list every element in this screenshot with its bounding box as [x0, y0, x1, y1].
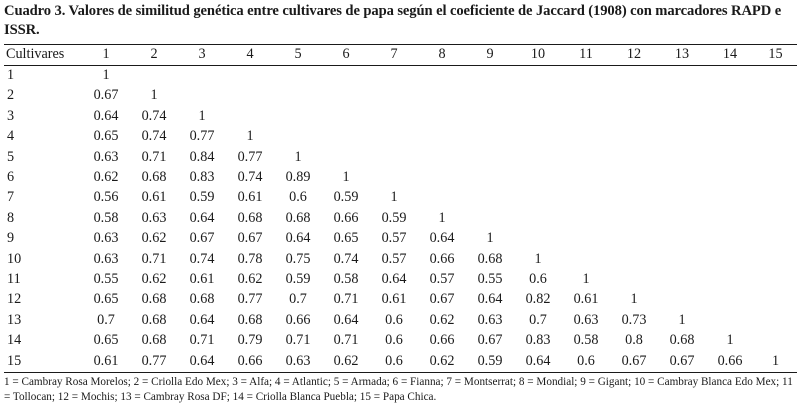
- similarity-value: 1: [582, 271, 590, 288]
- empty-cell: [610, 249, 658, 269]
- row-label: 14: [7, 332, 22, 349]
- empty-cell: [418, 167, 466, 187]
- empty-cell: [322, 106, 370, 126]
- empty-cell: [466, 208, 514, 228]
- empty-cell: [178, 85, 226, 105]
- similarity-value: 0.55: [93, 271, 119, 288]
- similarity-value: 0.66: [237, 352, 263, 369]
- empty-cell: [322, 65, 370, 85]
- empty-cell: [466, 65, 514, 85]
- similarity-value: 0.58: [93, 209, 119, 226]
- row-label: 1: [7, 67, 15, 83]
- similarity-value: 0.75: [285, 250, 311, 267]
- empty-cell: [610, 269, 658, 289]
- row-label: 13: [7, 311, 22, 328]
- similarity-value: 0.7: [289, 291, 307, 308]
- similarity-value: 0.71: [141, 250, 167, 267]
- similarity-value: 0.59: [333, 189, 359, 206]
- similarity-value: 0.77: [237, 291, 263, 308]
- column-header: 11: [579, 46, 593, 62]
- empty-cell: [610, 208, 658, 228]
- empty-cell: [706, 289, 754, 309]
- similarity-value: 0.68: [237, 311, 263, 328]
- empty-cell: [706, 310, 754, 330]
- similarity-value: 0.58: [573, 332, 599, 349]
- similarity-value: 1: [438, 209, 446, 226]
- table-row: [4, 126, 797, 146]
- similarity-value: 0.83: [525, 332, 551, 349]
- similarity-value: 0.62: [141, 230, 167, 247]
- empty-cell: [466, 167, 514, 187]
- similarity-value: 0.57: [381, 250, 407, 267]
- row-label: 7: [7, 189, 15, 206]
- similarity-value: 0.8: [625, 332, 643, 349]
- empty-cell: [130, 65, 178, 85]
- similarity-value: 0.66: [285, 311, 311, 328]
- empty-cell: [754, 289, 797, 309]
- empty-cell: [514, 187, 562, 207]
- similarity-value: 0.57: [381, 230, 407, 247]
- empty-cell: [706, 147, 754, 167]
- empty-cell: [754, 187, 797, 207]
- row-label: 9: [7, 230, 15, 247]
- column-header: 6: [342, 46, 350, 62]
- similarity-value: 0.63: [93, 148, 119, 165]
- similarity-value: 0.67: [429, 291, 455, 308]
- empty-cell: [754, 269, 797, 289]
- similarity-value: 0.83: [189, 169, 215, 186]
- empty-cell: [418, 126, 466, 146]
- similarity-value: 0.68: [141, 311, 167, 328]
- table-row: [4, 106, 797, 126]
- similarity-value: 0.62: [141, 271, 167, 288]
- table-row: [4, 289, 797, 309]
- empty-cell: [706, 208, 754, 228]
- empty-cell: [370, 85, 418, 105]
- empty-cell: [610, 126, 658, 146]
- empty-cell: [658, 106, 706, 126]
- row-label: 15: [7, 352, 22, 369]
- similarity-value: 0.63: [93, 250, 119, 267]
- similarity-value: 0.59: [285, 271, 311, 288]
- similarity-value: 0.71: [285, 332, 311, 349]
- similarity-value: 0.78: [237, 250, 263, 267]
- empty-cell: [610, 147, 658, 167]
- table-row: [4, 167, 797, 187]
- empty-cell: [706, 126, 754, 146]
- column-header: 10: [530, 46, 546, 62]
- empty-cell: [610, 65, 658, 85]
- empty-cell: [754, 330, 797, 350]
- similarity-value: 0.65: [93, 291, 119, 308]
- similarity-value: 0.74: [141, 128, 167, 145]
- empty-cell: [274, 106, 322, 126]
- empty-cell: [706, 85, 754, 105]
- table-row: [4, 330, 797, 350]
- empty-cell: [754, 106, 797, 126]
- empty-cell: [658, 85, 706, 105]
- similarity-value: 0.7: [97, 311, 115, 328]
- table-caption: Cuadro 3. Valores de similitud genética entre cultivares de papa según el coeficiente de Jaccard (1908) con marcadores RAPD e ISSR.: [4, 3, 782, 38]
- similarity-value: 0.77: [237, 148, 263, 165]
- similarity-value: 0.64: [429, 230, 455, 247]
- similarity-value: 0.64: [285, 230, 311, 247]
- similarity-value: 0.89: [285, 169, 311, 186]
- table-row: [4, 208, 797, 228]
- similarity-value: 1: [198, 107, 206, 124]
- empty-cell: [562, 249, 610, 269]
- empty-cell: [274, 85, 322, 105]
- similarity-value: 0.61: [189, 271, 215, 288]
- similarity-value: 0.68: [141, 332, 167, 349]
- similarity-value: 0.67: [477, 332, 503, 349]
- empty-cell: [754, 65, 797, 85]
- empty-cell: [370, 167, 418, 187]
- similarity-value: 0.59: [381, 209, 407, 226]
- empty-cell: [706, 65, 754, 85]
- header-row: [4, 44, 797, 65]
- similarity-value: 0.63: [477, 311, 503, 328]
- similarity-value: 0.64: [189, 311, 215, 328]
- empty-cell: [562, 65, 610, 85]
- empty-cell: [754, 310, 797, 330]
- empty-cell: [658, 208, 706, 228]
- empty-cell: [466, 126, 514, 146]
- table-row: [4, 269, 797, 289]
- column-header: 12: [626, 46, 642, 62]
- empty-cell: [370, 65, 418, 85]
- similarity-value: 0.74: [189, 250, 215, 267]
- column-header: 8: [438, 46, 446, 62]
- empty-cell: [514, 167, 562, 187]
- similarity-value: 0.57: [429, 271, 455, 288]
- column-header: 5: [294, 46, 302, 62]
- similarity-value: 0.62: [333, 352, 359, 369]
- similarity-value: 0.61: [93, 352, 119, 369]
- empty-cell: [610, 187, 658, 207]
- empty-cell: [706, 269, 754, 289]
- empty-cell: [322, 147, 370, 167]
- similarity-value: 0.63: [141, 209, 167, 226]
- similarity-value: 0.68: [285, 209, 311, 226]
- empty-cell: [418, 147, 466, 167]
- empty-cell: [274, 65, 322, 85]
- empty-cell: [514, 85, 562, 105]
- empty-cell: [514, 147, 562, 167]
- similarity-value: 0.61: [573, 291, 599, 308]
- table-row: [4, 249, 797, 269]
- empty-cell: [754, 208, 797, 228]
- empty-cell: [610, 85, 658, 105]
- empty-cell: [514, 106, 562, 126]
- empty-cell: [562, 167, 610, 187]
- bottom-rule: [4, 372, 797, 373]
- similarity-value: 0.6: [385, 352, 403, 369]
- empty-cell: [418, 85, 466, 105]
- empty-cell: [706, 228, 754, 248]
- empty-cell: [466, 106, 514, 126]
- empty-cell: [754, 249, 797, 269]
- empty-cell: [466, 187, 514, 207]
- row-label: 3: [7, 107, 15, 124]
- similarity-value: 0.65: [93, 128, 119, 145]
- table-row: [4, 187, 797, 207]
- similarity-value: 0.67: [189, 230, 215, 247]
- similarity-value: 0.64: [93, 107, 119, 124]
- similarity-value: 1: [342, 169, 350, 186]
- empty-cell: [226, 65, 274, 85]
- empty-cell: [754, 228, 797, 248]
- similarity-value: 1: [534, 250, 542, 267]
- table-row: [4, 85, 797, 105]
- similarity-value: 0.56: [93, 189, 119, 206]
- empty-cell: [658, 187, 706, 207]
- similarity-value: 0.63: [93, 230, 119, 247]
- similarity-value: 1: [771, 352, 780, 369]
- empty-cell: [658, 228, 706, 248]
- similarity-value: 0.63: [573, 311, 599, 328]
- row-label: 5: [7, 148, 15, 165]
- empty-cell: [658, 167, 706, 187]
- empty-cell: [562, 187, 610, 207]
- empty-cell: [754, 85, 797, 105]
- similarity-value: 0.62: [429, 311, 455, 328]
- table-row: [4, 147, 797, 167]
- empty-cell: [658, 249, 706, 269]
- row-label: 10: [7, 250, 22, 267]
- row-label: 11: [7, 271, 21, 288]
- similarity-value: 0.58: [333, 271, 359, 288]
- similarity-value: 0.6: [385, 311, 403, 328]
- empty-cell: [610, 106, 658, 126]
- similarity-value: 0.67: [621, 352, 647, 369]
- similarity-value: 0.82: [525, 291, 551, 308]
- similarity-value: 0.66: [429, 332, 455, 349]
- similarity-value: 0.67: [669, 352, 695, 369]
- table-footnote: 1 = Cambray Rosa Morelos; 2 = Criolla Edo Mex; 3 = Alfa; 4 = Atlantic; 5 = Armada; 6 = Fianna; 7 = Montserrat; 8 = Mondial; 9 = Gigant; 10 = Cambray Blanca Edo Mex; 11 = Tollocan; 12 = Mochis; 13 = Cambray Rosa DF; 14 = Criolla Blanca Puebla; 15 = Papa Chica.: [4, 376, 793, 403]
- similarity-value: 1: [630, 291, 638, 308]
- empty-cell: [658, 65, 706, 85]
- similarity-value: 0.59: [477, 352, 503, 369]
- similarity-value: 0.61: [381, 291, 407, 308]
- empty-cell: [706, 167, 754, 187]
- similarity-value: 0.6: [289, 189, 307, 206]
- similarity-value: 0.61: [237, 189, 263, 206]
- similarity-value: 0.67: [93, 87, 119, 104]
- similarity-value: 0.74: [333, 250, 359, 267]
- similarity-value: 1: [150, 87, 158, 104]
- empty-cell: [226, 106, 274, 126]
- empty-cell: [514, 228, 562, 248]
- similarity-value: 0.55: [477, 271, 503, 288]
- empty-cell: [322, 85, 370, 105]
- similarity-value: 0.64: [333, 311, 359, 328]
- similarity-value: 0.66: [717, 352, 743, 369]
- row-label: 4: [7, 128, 15, 145]
- similarity-value: 0.71: [333, 332, 359, 349]
- column-header: 9: [486, 46, 494, 62]
- table-row: [4, 65, 797, 85]
- similarity-value: 0.62: [93, 169, 119, 186]
- empty-cell: [754, 167, 797, 187]
- similarity-value: 0.74: [237, 169, 263, 186]
- empty-cell: [658, 289, 706, 309]
- empty-cell: [226, 85, 274, 105]
- similarity-value: 0.79: [237, 332, 263, 349]
- empty-cell: [370, 147, 418, 167]
- empty-cell: [418, 65, 466, 85]
- empty-cell: [754, 126, 797, 146]
- empty-cell: [322, 126, 370, 146]
- similarity-value: 0.64: [525, 352, 551, 369]
- similarity-value: 1: [102, 67, 110, 83]
- similarity-value: 0.61: [141, 189, 167, 206]
- empty-cell: [418, 187, 466, 207]
- empty-cell: [706, 187, 754, 207]
- similarity-value: 0.68: [141, 291, 167, 308]
- similarity-value: 0.64: [477, 291, 503, 308]
- similarity-value: 0.73: [621, 311, 647, 328]
- similarity-value: 0.71: [141, 148, 167, 165]
- table-row: [4, 228, 797, 248]
- column-header: 3: [198, 46, 206, 62]
- similarity-value: 0.74: [141, 107, 167, 124]
- empty-cell: [562, 228, 610, 248]
- table-row: [4, 351, 797, 371]
- similarity-value: 1: [294, 148, 302, 165]
- similarity-value: 0.71: [333, 291, 359, 308]
- similarity-value: 0.6: [577, 352, 595, 369]
- similarity-value: 0.64: [189, 209, 215, 226]
- empty-cell: [514, 65, 562, 85]
- empty-cell: [514, 126, 562, 146]
- similarity-value: 1: [486, 230, 494, 247]
- empty-cell: [274, 126, 322, 146]
- empty-cell: [562, 147, 610, 167]
- column-header: 4: [246, 46, 254, 62]
- matrix-body: [4, 65, 797, 371]
- empty-cell: [370, 126, 418, 146]
- similarity-value: 0.66: [429, 250, 455, 267]
- similarity-value: 1: [726, 332, 734, 349]
- corner-header: Cultivares: [6, 46, 65, 62]
- column-header: 14: [722, 46, 738, 62]
- similarity-value: 0.71: [189, 332, 215, 349]
- similarity-value: 0.77: [189, 128, 215, 145]
- empty-cell: [370, 106, 418, 126]
- table-row: [4, 310, 797, 330]
- empty-cell: [418, 106, 466, 126]
- empty-cell: [514, 208, 562, 228]
- empty-cell: [658, 147, 706, 167]
- similarity-value: 0.66: [333, 209, 359, 226]
- similarity-value: 0.7: [529, 311, 547, 328]
- column-header: 2: [150, 46, 158, 62]
- similarity-value: 0.68: [141, 169, 167, 186]
- empty-cell: [562, 106, 610, 126]
- empty-cell: [562, 126, 610, 146]
- column-header: 13: [674, 46, 690, 62]
- similarity-value: 0.68: [237, 209, 263, 226]
- similarity-value: 0.63: [285, 352, 311, 369]
- empty-cell: [706, 249, 754, 269]
- similarity-value: 0.77: [141, 352, 167, 369]
- column-header: 15: [768, 46, 783, 62]
- row-label: 2: [7, 87, 15, 104]
- similarity-value: 0.6: [529, 271, 547, 288]
- similarity-value: 0.68: [477, 250, 503, 267]
- similarity-value: 0.67: [237, 230, 263, 247]
- similarity-value: 0.68: [189, 291, 215, 308]
- similarity-value: 0.59: [189, 189, 215, 206]
- empty-cell: [658, 126, 706, 146]
- column-header: 7: [390, 46, 398, 62]
- empty-cell: [466, 147, 514, 167]
- empty-cell: [754, 147, 797, 167]
- empty-cell: [178, 65, 226, 85]
- similarity-value: 0.64: [381, 271, 407, 288]
- empty-cell: [706, 106, 754, 126]
- similarity-value: 1: [246, 128, 254, 145]
- similarity-value: 0.84: [189, 148, 215, 165]
- empty-cell: [610, 228, 658, 248]
- similarity-value: 0.65: [333, 230, 359, 247]
- row-label: 8: [7, 209, 15, 226]
- similarity-value: 0.68: [669, 332, 695, 349]
- empty-cell: [610, 167, 658, 187]
- similarity-value: 0.64: [189, 352, 215, 369]
- similarity-value: 0.6: [385, 332, 403, 349]
- row-label: 6: [7, 169, 15, 186]
- column-header: 1: [102, 46, 110, 62]
- empty-cell: [562, 208, 610, 228]
- similarity-value: 1: [678, 311, 686, 328]
- row-label: 12: [7, 291, 22, 308]
- empty-cell: [466, 85, 514, 105]
- similarity-value: 0.62: [429, 352, 455, 369]
- similarity-matrix-table: [4, 44, 797, 371]
- empty-cell: [562, 85, 610, 105]
- similarity-value: 0.62: [237, 271, 263, 288]
- similarity-value: 1: [390, 189, 398, 206]
- similarity-value: 0.65: [93, 332, 119, 349]
- empty-cell: [658, 269, 706, 289]
